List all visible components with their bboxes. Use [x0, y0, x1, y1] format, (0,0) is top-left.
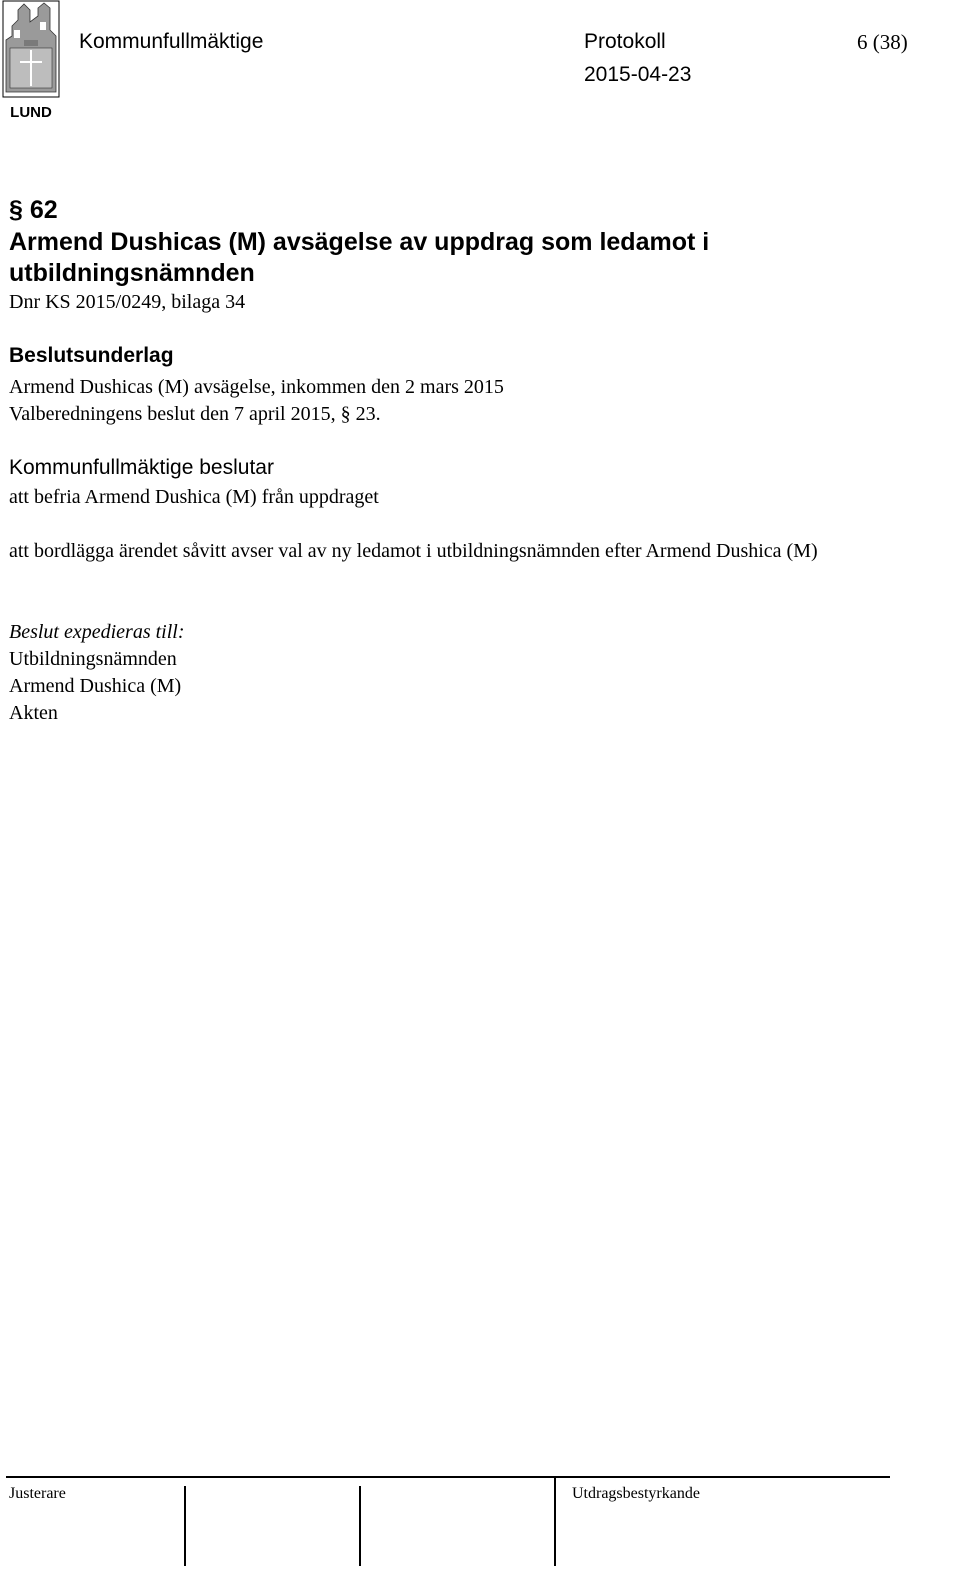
- recipient: Utbildningsnämnden: [9, 648, 177, 670]
- recipient: Akten: [9, 702, 58, 724]
- footer-top-rule: [6, 1476, 890, 1478]
- footer-divider: [554, 1476, 556, 1566]
- footer-justerare-label: Justerare: [9, 1485, 66, 1502]
- svg-text:LUND: LUND: [10, 104, 52, 121]
- header-page-number: 6 (38): [857, 30, 908, 54]
- footer-divider: [359, 1486, 361, 1566]
- expedieras-heading: Beslut expedieras till:: [9, 621, 185, 643]
- beslut-heading: Kommunfullmäktige beslutar: [9, 456, 274, 479]
- lund-coat-of-arms-logo: [2, 0, 60, 122]
- section-dnr: Dnr KS 2015/0249, bilaga 34: [9, 291, 246, 313]
- footer-utdrag-label: Utdragsbestyrkande: [572, 1485, 700, 1502]
- underlag-line: Valberedningens beslut den 7 april 2015, § 23.: [9, 403, 381, 425]
- header-date: 2015-04-23: [584, 63, 692, 86]
- beslut-item: att bordlägga ärendet såvitt avser val av ny ledamot i utbildningsnämnden efter Armend Dushica (M): [9, 540, 818, 562]
- header-doc-type: Protokoll: [584, 30, 666, 53]
- underlag-heading: Beslutsunderlag: [9, 344, 174, 367]
- section-number: § 62: [9, 196, 58, 224]
- header-org: Kommunfullmäktige: [79, 30, 264, 53]
- recipient: Armend Dushica (M): [9, 675, 182, 697]
- footer-divider: [184, 1486, 186, 1566]
- beslut-item: att befria Armend Dushica (M) från uppdraget: [9, 486, 379, 508]
- underlag-line: Armend Dushicas (M) avsägelse, inkommen den 2 mars 2015: [9, 376, 504, 398]
- section-title-line2: utbildningsnämnden: [9, 259, 255, 287]
- section-title-line1: Armend Dushicas (M) avsägelse av uppdrag som ledamot i: [9, 228, 710, 256]
